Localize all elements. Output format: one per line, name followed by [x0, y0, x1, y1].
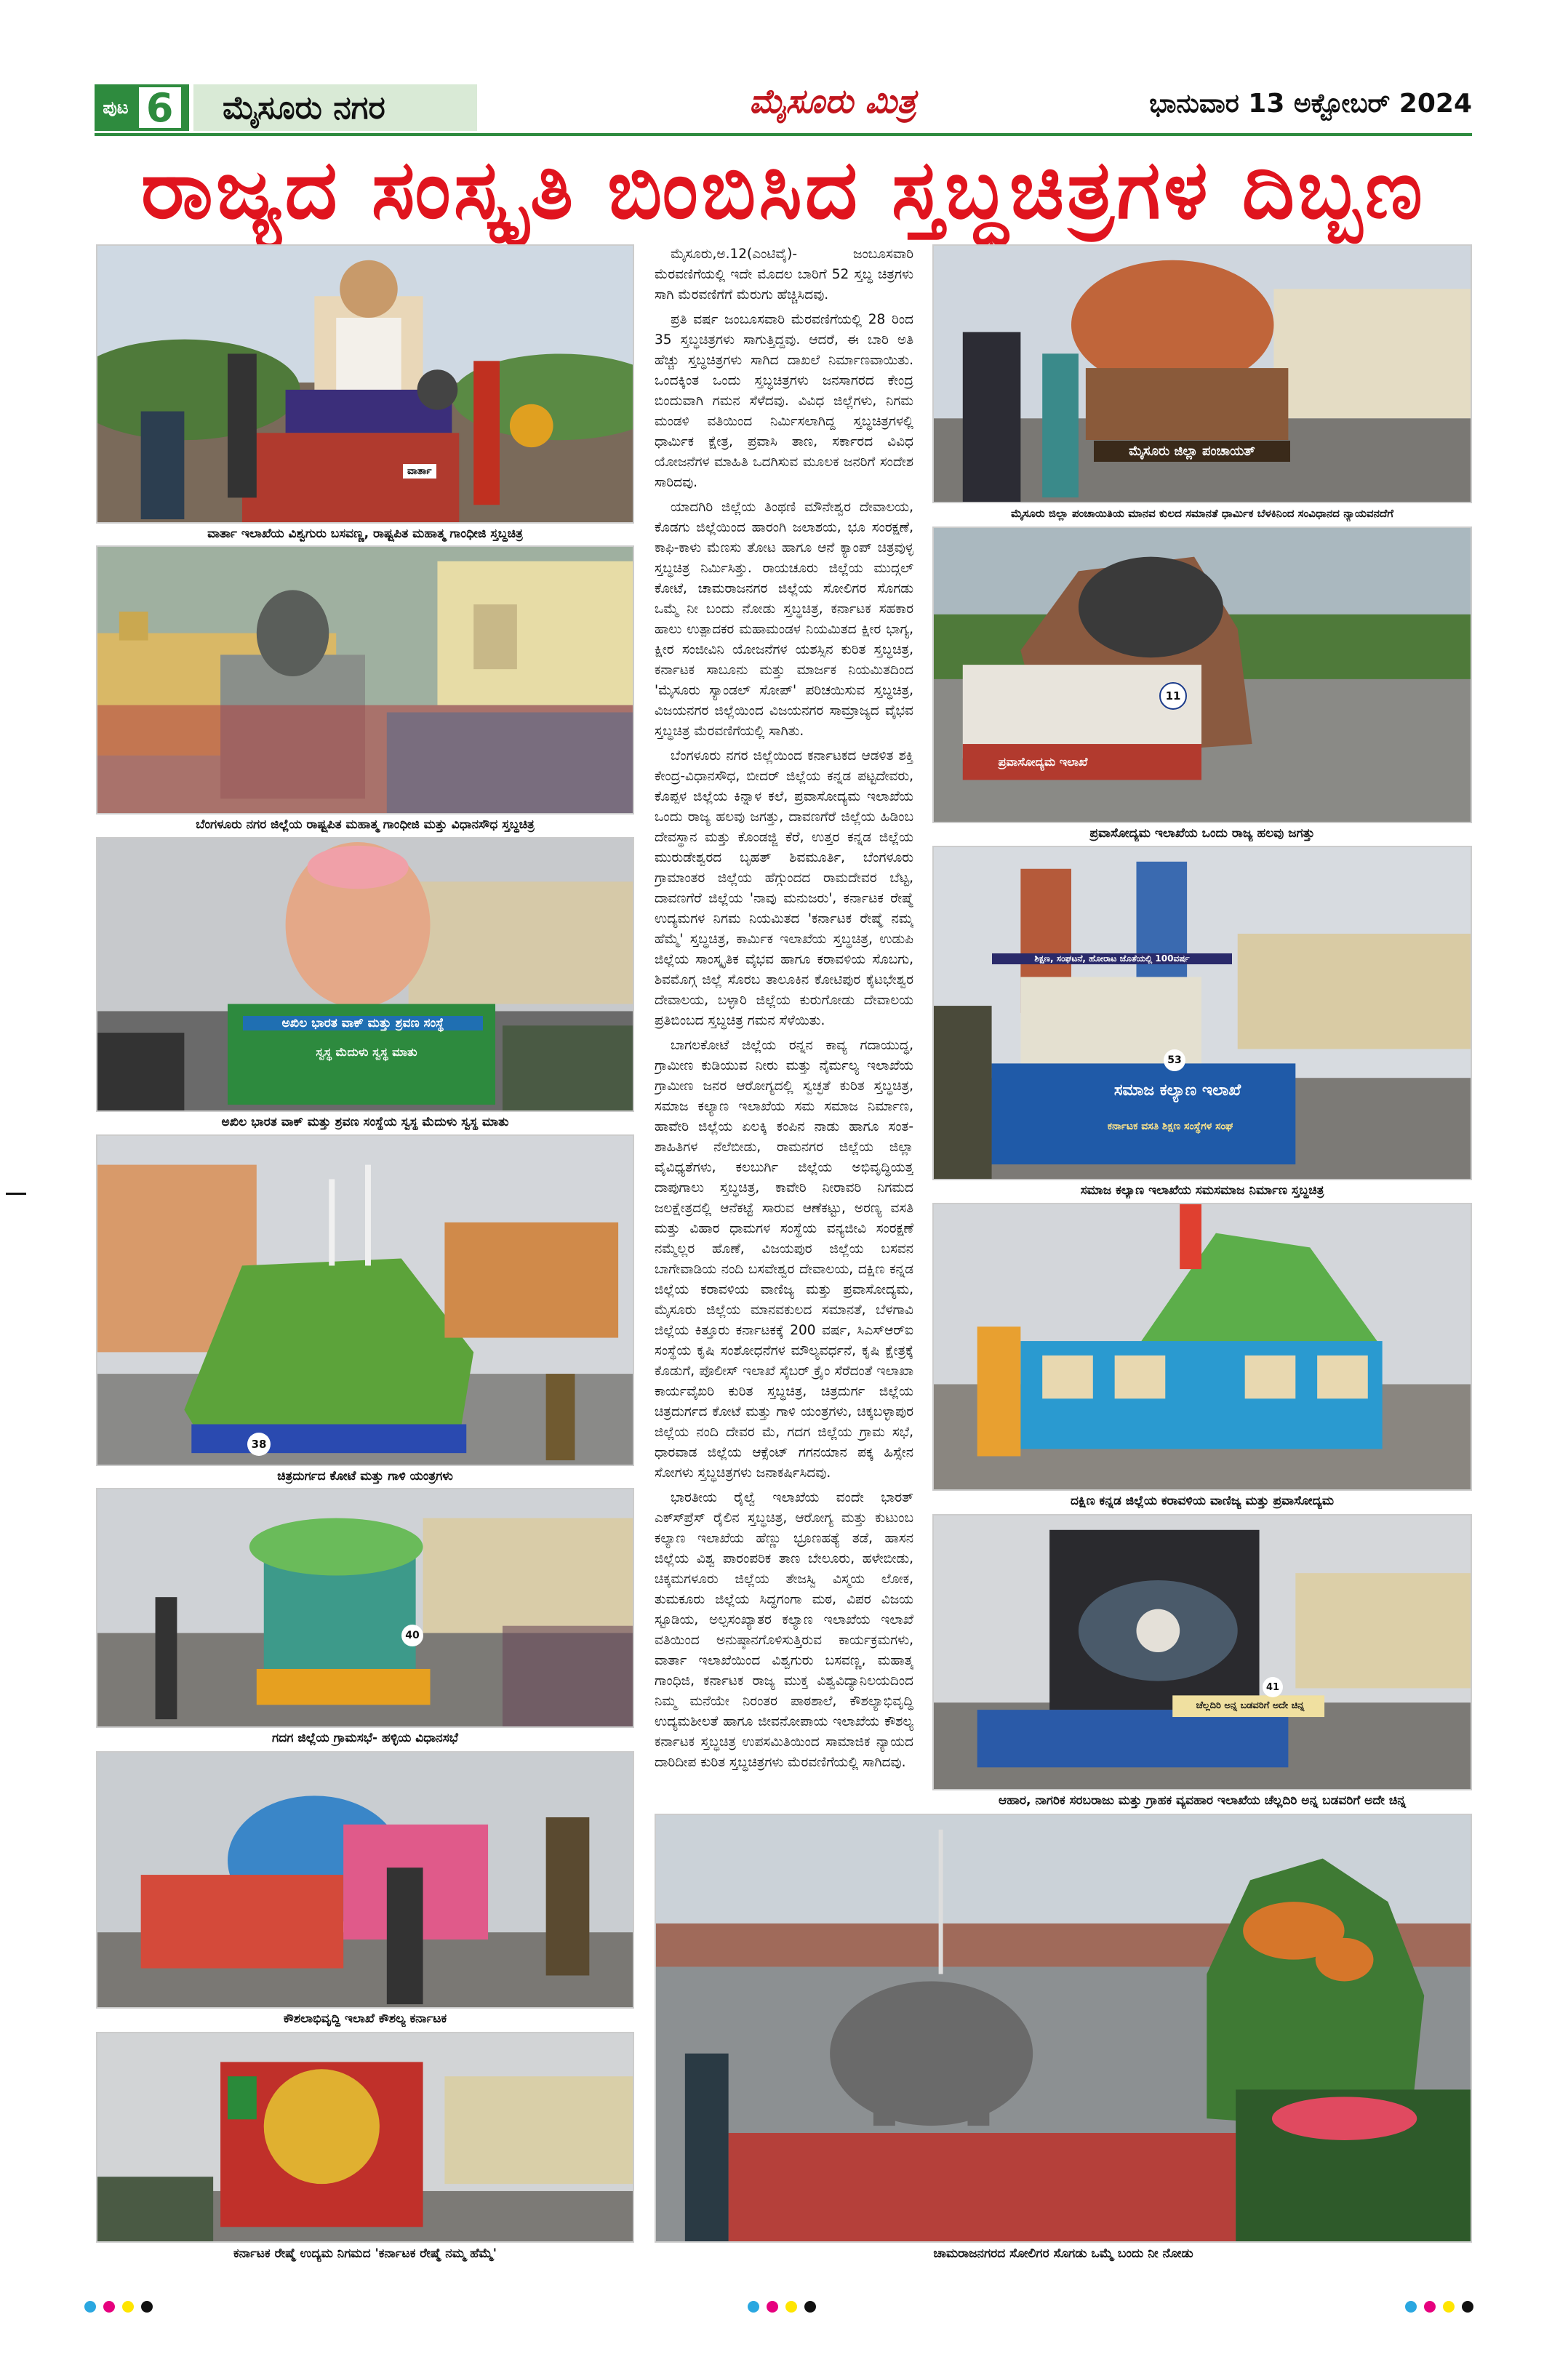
article-paragraph: ಮೈಸೂರು,ಅ.12(ಎಂಟಿವೈ)- ಜಂಬೂಸವಾರಿ ಮೆರವಣಿಗೆಯಲ್ಲಿ ಇದೇ ಮೊದಲ ಬಾರಿಗೆ 52 ಸ್ತಬ್ಧ ಚಿತ್ರಗಳು ಸಾಗಿ ಮೆರವಣಿಗೆಗೆ ಮೆರುಗು ಹೆಚ್ಚಿಸಿದವು.: [655, 247, 913, 303]
header-rule: [95, 133, 1472, 136]
page-number: 6: [139, 87, 181, 128]
article-paragraph: ಬಾಗಲಕೋಟೆ ಜಿಲ್ಲೆಯ ರನ್ನನ ಕಾವ್ಯ ಗದಾಯುದ್ಧ, ಗ್ರಾಮೀಣ ಕುಡಿಯುವ ನೀರು ಮತ್ತು ನೈರ್ಮಲ್ಯ ಇಲಾಖೆಯ ಗ್ರಾಮೀಣ ಜನರ ಆರೋಗ್ಯದಲ್ಲಿ ಸ್ವಚ್ಛತೆ ಕುರಿತ ಸ್ತಬ್ಧಚಿತ್ರ, ಸಮಾಜ ಕಲ್ಯಾಣ ಇಲಾಖೆಯ ಸಮ ಸಮಾಜ ನಿರ್ಮಾಣ, ಹಾವೇರಿ ಜಿಲ್ಲೆಯ ಏಲಕ್ಕಿ ಕಂಪಿನ ನಾಡು ಹಾಗೂ ಸಂತ-ಶಾಹಿತಿಗಳ ನೆಲೆಬೀಡು, ರಾಮನಗರ ಜಿಲ್ಲೆಯ ಜಿಲ್ಲಾ ವೈವಿಧ್ಯತೆಗಳು, ಕಲಬುರ್ಗಿ ಜಿಲ್ಲೆಯ ಅಭಿವೃದ್ಧಿಯತ್ತ ದಾಪುಗಾಲು ಸ್ತಬ್ಧಚಿತ್ರ, ಕಾವೇರಿ ನೀರಾವರಿ ನಿಗಮದ ಜಲಕ್ಷೇತ್ರದಲ್ಲಿ ಆನೆಕಟ್ಟೆ ಸಾರುವ ಆಣೆಕಟ್ಟು, ಅರಣ್ಯ ವಸತಿ ಮತ್ತು ವಿಹಾರ ಧಾಮಗಳ ಸಂಸ್ಥೆಯ ವನ್ಯಜೀವಿ ಸಂರಕ್ಷಣೆ ನಮ್ಮೆಲ್ಲರ ಹೊಣೆ, ವಿಜಯಪುರ ಜಿಲ್ಲೆಯ ಬಸವನ ಬಾಗೇವಾಡಿಯ ನಂದಿ ಬಸವೇಶ್ವರ ದೇವಾಲಯ, ದಕ್ಷಿಣ ಕನ್ನಡ ಜಿಲ್ಲೆಯ ಕರಾವಳಿಯ ವಾಣಿಜ್ಯ ಮತ್ತು ಪ್ರವಾಸೋದ್ಯಮ, ಮೈಸೂರು ಜಿಲ್ಲೆಯ ಮಾನವಕುಲದ ಸಮಾನತೆ, ಬೆಳಗಾವಿ ಜಿಲ್ಲೆಯ ಕಿತ್ತೂರು ಕರ್ನಾಟಕಕ್ಕೆ 200 ವರ್ಷ, ಸಿಎಸ್‍ಆರ್‍ಐ ಸಂಸ್ಥೆಯ ಕೃಷಿ ಸಂಶೋಧನೆಗಳ ಮೌಲ್ಯವರ್ಧನೆ, ಕೃಷಿ ಕ್ಷೇತ್ರಕ್ಕೆ ಕೊಡುಗೆ, ಪೊಲೀಸ್ ಇಲಾಖೆ ಸೈಬರ್ ಕ್ರೈಂ ಸೆರೆದಂತೆ ಇಲಾಖಾ ಕಾರ್ಯವೈಖರಿ ಕುರಿತ ಸ್ತಬ್ಧಚಿತ್ರ, ಚಿತ್ರದುರ್ಗ ಜಿಲ್ಲೆಯ ಚಿತ್ರದುರ್ಗದ ಕೋಟೆ ಮತ್ತು ಗಾಳಿ ಯಂತ್ರಗಳು, ಚಿಕ್ಕಬಳ್ಳಾಪುರ ಜಿಲ್ಲೆಯ ನಂದಿ ದೇವರ ಮೆ, ಗದಗ ಜಿಲ್ಲೆಯ ಗ್ರಾಮ ಸಭೆ, ಧಾರವಾಡ ಜಿಲ್ಲೆಯ ಆಕ್ಸೆಂಟ್ ಗಗನಯಾನ ಪಕ್ಕ ಹಿಸ್ಸೇನ ಸೋಗಳು ಸ್ತಬ್ಧಚಿತ್ರಗಳು ಜನಾಕರ್ಷಿಸಿದವು.: [655, 1038, 913, 1481]
float-number-tourism: 11: [1159, 682, 1187, 710]
caption-9: ಪ್ರವಾಸೋದ್ಯಮ ಇಲಾಖೆಯ ಒಂದು ರಾಜ್ಯ ಹಲವು ಜಗತ್ತು: [1089, 826, 1315, 841]
float-number-social: 53: [1164, 1049, 1185, 1071]
caption-7: ಕರ್ನಾಟಕ ರೇಷ್ಮೆ ಉದ್ಯಮ ನಿಗಮದ 'ಕರ್ನಾಟಕ ರೇಷ್ಮೆ ನಮ್ಮ ಹೆಮ್ಮೆ': [233, 2246, 497, 2261]
float-sign-food: ಚೆಲ್ಲದಿರಿ ಅನ್ನ ಬಡವರಿಗೆ ಅದೇ ಚಿನ್ನ: [1196, 1700, 1305, 1711]
caption-4: ಚಿತ್ರದುರ್ಗದ ಕೋಟೆ ಮತ್ತು ಗಾಳಿ ಯಂತ್ರಗಳು: [277, 1469, 453, 1484]
registration-dot: [122, 2301, 134, 2313]
photo-vidhana-soudha-float: [96, 545, 634, 814]
caption-2: ಬೆಂಗಳೂರು ನಗರ ಜಿಲ್ಲೆಯ ರಾಷ್ಟ್ರಪಿತ ಮಹಾತ್ಮ ಗಾಂಧೀಜಿ ಮತ್ತು ವಿಧಾನಸೌಧ ಸ್ತಬ್ಧಚಿತ್ರ: [196, 817, 535, 832]
registration-dot: [141, 2301, 153, 2313]
photo-dakshina-kannada-float: [932, 1203, 1472, 1491]
float-sign-speech-sub: ಸ್ವಸ್ಥ ಮೆದುಳು ಸ್ವಸ್ಥ ಮಾತು: [316, 1045, 417, 1059]
photo-speech-hearing-float: [96, 837, 634, 1112]
float-number-food: 41: [1263, 1677, 1283, 1697]
photo-silk-float: [96, 2032, 634, 2243]
photo-gadag-gramasabha-float: [96, 1488, 634, 1728]
registration-dot: [748, 2301, 759, 2313]
float-number-gram: 40: [401, 1625, 423, 1646]
page-label: ಪುಟ: [103, 97, 129, 118]
caption-10: ಸಮಾಜ ಕಲ್ಯಾಣ ಇಲಾಖೆಯ ಸಮಸಮಾಜ ನಿರ್ಮಾಣ ಸ್ತಬ್ಧಚಿತ್ರ: [1080, 1183, 1324, 1198]
caption-13: ಚಾಮರಾಜನಗರದ ಸೋಲಿಗರ ಸೊಗಡು ಒಮ್ಮೆ ಬಂದು ನೀ ನೋಡು: [933, 2246, 1193, 2261]
float-sign-social: ಸಮಾಜ ಕಲ್ಯಾಣ ಇಲಾಖೆ: [1113, 1081, 1241, 1100]
article-paragraph: ಭಾರತೀಯ ರೈಲ್ವೆ ಇಲಾಖೆಯ ವಂದೇ ಭಾರತ್ ಎಕ್ಸ್‍ಪ್ರೆಸ್ ರೈಲಿನ ಸ್ತಬ್ಧಚಿತ್ರ, ಆರೋಗ್ಯ ಮತ್ತು ಕುಟುಂಬ ಕಲ್ಯಾಣ ಇಲಾಖೆಯ ಹೆಣ್ಣು ಭ್ರೂಣಹತ್ಯೆ ತಡೆ, ಹಾಸನ ಜಿಲ್ಲೆಯ ವಿಶ್ವ ಪಾರಂಪರಿಕ ತಾಣ ಬೇಲೂರು, ಹಳೇಬೀಡು, ಚಿಕ್ಕಮಗಳೂರು ಜಿಲ್ಲೆಯ ತೇಜಸ್ವಿ ವಿಸ್ಮಯ ಲೋಕ, ತುಮಕೂರು ಜಿಲ್ಲೆಯ ಸಿದ್ಧಗಂಗಾ ಮಠ, ವಿಪರ ವಿಜಯ ಸ್ಟೂಡಿಯ, ಅಲ್ಪಸಂಖ್ಯಾತರ ಕಲ್ಯಾಣ ಇಲಾಖೆಯ ಇಲಾಖೆ ವತಿಯಿಂದ ಅನುಷ್ಠಾನಗೊಳಿಸುತ್ತಿರುವ ಕಾರ್ಯಕ್ರಮಗಳು, ವಾರ್ತಾ ಇಲಾಖೆಯಿಂದ ವಿಶ್ವಗುರು ಬಸವಣ್ಣ, ಮಹಾತ್ಮ ಗಾಂಧಿಜಿ, ಕರ್ನಾಟಕ ರಾಜ್ಯ ಮುಕ್ತ ವಿಶ್ವವಿದ್ಯಾನಿಲಯದಿಂದ ನಿಮ್ಮ ಮನೆಯೇ ನಿರಂತರ ಪಾಠಶಾಲೆ, ಕೌಶಲ್ಯಾಭಿವೃದ್ಧಿ ಉದ್ಯಮಶೀಲತೆ ಹಾಗೂ ಜೀವನೋಪಾಯ ಇಲಾಖೆಯ ಕೌಶಲ್ಯ ಕರ್ನಾಟಕ ಸ್ತಬ್ಧಚಿತ್ರ ಉಪಸಮಿತಿಯಿಂದ ಸಾಮಾಜಿಕ ನ್ಯಾಯದ ದಾರಿದೀಪ ಕುರಿತ ಸ್ತಬ್ಧಚಿತ್ರಗಳು ಮೆರವಣಿಗೆಯಲ್ಲಿ ಸಾಗಿದವು.: [655, 1490, 913, 1770]
caption-5: ಗದಗ ಜಿಲ್ಲೆಯ ಗ್ರಾಮಸಭೆ- ಹಳ್ಳಿಯ ವಿಧಾನಸಭೆ: [272, 1731, 458, 1745]
article-body: [655, 244, 913, 1990]
caption-12: ಆಹಾರ, ನಾಗರಿಕ ಸರಬರಾಜು ಮತ್ತು ಗ್ರಾಹಕ ವ್ಯವಹಾರ ಇಲಾಖೆಯ ಚೆಲ್ಲದಿರಿ ಅನ್ನ ಬಡವರಿಗೆ ಅದೇ ಚಿನ್ನ: [998, 1793, 1407, 1808]
photo-soliga-float: [655, 1814, 1472, 2243]
registration-dot: [84, 2301, 96, 2313]
float-label-varta: ವಾರ್ತಾ: [403, 464, 436, 479]
photo-basavanna-gandhi-float: [96, 244, 634, 524]
float-sign-social-sub: ಕರ್ನಾಟಕ ವಸತಿ ಶಿಕ್ಷಣ ಸಂಸ್ಥೆಗಳ ಸಂಘ: [1107, 1121, 1233, 1132]
caption-1: ವಾರ್ತಾ ಇಲಾಖೆಯ ವಿಶ್ವಗುರು ಬಸವಣ್ಣ, ರಾಷ್ಟ್ರಪಿತ ಮಹಾತ್ಮ ಗಾಂಧೀಜಿ ಸ್ತಬ್ಧಚಿತ್ರ: [207, 527, 523, 541]
registration-dot: [103, 2301, 115, 2313]
registration-dot: [785, 2301, 797, 2313]
registration-dot: [1443, 2301, 1455, 2313]
float-sign-tourism: ಪ್ರವಾಸೋದ್ಯಮ ಇಲಾಖೆ: [998, 755, 1088, 769]
registration-dot: [1424, 2301, 1436, 2313]
registration-dot: [767, 2301, 778, 2313]
article-paragraph: ಯಾದಗಿರಿ ಜಿಲ್ಲೆಯ ತಿಂಥಣಿ ಮೌನೇಶ್ವರ ದೇವಾಲಯ, ಕೊಡಗು ಜಿಲ್ಲೆಯಿಂದ ಹಾರಂಗಿ ಜಲಾಶಯ, ಭೂ ಸಂರಕ್ಷಣೆ, ಕಾಫಿ-ಕಾಳು ಮೆಣಸು ತೋಟ ಹಾಗೂ ಆನೆ ಕ್ಯಾಂಪ್ ಚಿತ್ರವುಳ್ಳ ಸ್ತಬ್ಧಚಿತ್ರ ನಿರ್ಮಿಸಿತ್ತು. ರಾಯಚೂರು ಜಿಲ್ಲೆಯ ಮುದ್ಗಲ್ ಕೋಟೆ, ಚಾಮರಾಜನಗರ ಜಿಲ್ಲೆಯ ಸೋಲಿಗರ ಸೊಗಡು ಒಮ್ಮೆ ನೀ ಬಂದು ನೋಡು ಸ್ತಬ್ಧಚಿತ್ರ, ಕರ್ನಾಟಕ ಸಹಕಾರ ಹಾಲು ಉತ್ಪಾದಕರ ಮಹಾಮಂಡಳ ನಿಯಮಿತದ ಕ್ಷೀರ ಭಾಗ್ಯ, ಕ್ಷೀರ ಸಂಜೀವಿನಿ ಯೋಜನೆಗಳ ಯಶಸ್ಸಿನ ಕುರಿತ ಸ್ತಬ್ಧಚಿತ್ರ, ಕರ್ನಾಟಕ ಸಾಬೂನು ಮತ್ತು ಮಾರ್ಜಕ ನಿಯಮಿತದಿಂದ 'ಮೈಸೂರು ಸ್ಯಾಂಡಲ್ ಸೋಪ್' ಪರಿಚಯಿಸುವ ಸ್ತಬ್ಧಚಿತ್ರ, ವಿಜಯನಗರ ಜಿಲ್ಲೆಯಿಂದ ವಿಜಯನಗರ ಸಾಮ್ರಾಜ್ಯದ ವೈಭವ ಸ್ತಬ್ಧಚಿತ್ರ ಮೆರವಣಿಗೆಯಲ್ಲಿ ಸಾಗಿತು.: [655, 500, 913, 739]
registration-marks-left: [84, 2301, 153, 2313]
section-name: ಮೈಸೂರು ನಗರ: [193, 84, 477, 131]
page-number-tab: [95, 84, 189, 131]
caption-11: ದಕ್ಷಿಣ ಕನ್ನಡ ಜಿಲ್ಲೆಯ ಕರಾವಳಿಯ ವಾಣಿಜ್ಯ ಮತ್ತು ಪ್ರವಾಸೋದ್ಯಮ: [1071, 1494, 1334, 1508]
headline: ರಾಜ್ಯದ ಸಂಸ್ಕೃತಿ ಬಿಂಬಿಸಿದ ಸ್ತಬ್ಧಚಿತ್ರಗಳ ದಿಬ್ಬಣ: [140, 143, 1426, 237]
photo-tourism-float: [932, 527, 1472, 823]
float-sign-zp: ಮೈಸೂರು ಜಿಲ್ಲಾ ಪಂಚಾಯತ್: [1094, 441, 1290, 462]
photo-food-dept-float: [932, 1514, 1472, 1790]
fold-mark: [6, 1193, 26, 1195]
photo-chitradurga-float: [96, 1134, 634, 1466]
caption-8: ಮೈಸೂರು ಜಿಲ್ಲಾ ಪಂಚಾಯಿತಿಯ ಮಾನವ ಕುಲದ ಸಮಾನತೆ ಧಾರ್ಮಿಕ ಬೆಳಕಿನಿಂದ ಸಂವಿಧಾನದ ನ್ಯಾಯವನದೆಗೆ: [1011, 507, 1393, 520]
registration-marks-right: [1405, 2301, 1473, 2313]
registration-dot: [1462, 2301, 1473, 2313]
float-sign-speech: ಅಖಿಲ ಭಾರತ ವಾಕ್ ಮತ್ತು ಶ್ರವಣ ಸಂಸ್ಥೆ: [243, 1016, 483, 1030]
caption-6: ಕೌಶಲಾಭಿವೃದ್ಧಿ ಇಲಾಖೆ ಕೌಶಲ್ಯ ಕರ್ನಾಟಕ: [283, 2011, 447, 2026]
masthead-logo: ಮೈಸೂರು ಮಿತ್ರ: [749, 81, 916, 121]
dateline: ಭಾನುವಾರ 13 ಅಕ್ಟೋಬರ್ 2024: [1149, 89, 1472, 119]
float-sign-social-top: ಶಿಕ್ಷಣ, ಸಂಘಟನೆ, ಹೋರಾಟ ಜೊತೆಯಲ್ಲಿ 100ವರ್ಷ: [992, 953, 1232, 964]
article-paragraph: ಪ್ರತಿ ವರ್ಷ ಜಂಬೂಸವಾರಿ ಮೆರವಣಿಗೆಯಲ್ಲಿ 28 ರಿಂದ 35 ಸ್ತಬ್ಧಚಿತ್ರಗಳು ಸಾಗುತ್ತಿದ್ದವು. ಆದರೆ, ಈ ಬಾರಿ ಅತಿ ಹೆಚ್ಚು ಸ್ತಬ್ಧಚಿತ್ರಗಳು ಸಾಗಿದ ದಾಖಲೆ ನಿರ್ಮಾಣವಾಯಿತು. ಒಂದಕ್ಕಿಂತ ಒಂದು ಸ್ತಬ್ಧಚಿತ್ರಗಳು ಜನಸಾಗರದ ಕೇಂದ್ರ ಬಿಂದುವಾಗಿ ಗಮನ ಸೆಳೆದವು. ವಿವಿಧ ಜಿಲ್ಲೆಗಳು, ನಿಗಮ ಮಂಡಳಿ ವತಿಯಿಂದ ನಿರ್ಮಿಸಲಾಗಿದ್ದ ಸ್ತಬ್ಧಚಿತ್ರಗಳಲ್ಲಿ ಧಾರ್ಮಿಕ ಕ್ಷೇತ್ರ, ಪ್ರವಾಸಿ ತಾಣ, ಸರ್ಕಾರದ ವಿವಿಧ ಯೋಜನೆಗಳ ಮಾಹಿತಿ ಒದಗಿಸುವ ಮೂಲಕ ಜನರಿಗೆ ಸಂದೇಶ ಸಾರಿದವು.: [655, 312, 913, 490]
registration-marks-center: [748, 2301, 816, 2313]
registration-dot: [1405, 2301, 1417, 2313]
caption-3: ಅಖಿಲ ಭಾರತ ವಾಕ್ ಮತ್ತು ಶ್ರವಣ ಸಂಸ್ಥೆಯ ಸ್ವಸ್ಥ ಮೆದುಳು ಸ್ವಸ್ಥ ಮಾತು: [221, 1115, 509, 1129]
photo-mysuru-zp-float: [932, 244, 1472, 503]
article-paragraph: ಬೆಂಗಳೂರು ನಗರ ಜಿಲ್ಲೆಯಿಂದ ಕರ್ನಾಟಕದ ಆಡಳಿತ ಶಕ್ತಿ ಕೇಂದ್ರ-ವಿಧಾನಸೌಧ, ಬೀದರ್ ಜಿಲ್ಲೆಯ ಕನ್ನಡ ಪಟ್ಟದೇವರು, ಕೊಪ್ಪಳ ಜಿಲ್ಲೆಯ ಕಿನ್ನಾಳ ಕಲೆ, ಪ್ರವಾಸೋದ್ಯಮ ಇಲಾಖೆಯ ಒಂದು ರಾಜ್ಯ ಹಲವು ಜಗತ್ತು, ದಾವಣಗೆರೆ ಜಿಲ್ಲೆಯ ಹಿಡಿಂಬ ದೇವಸ್ಥಾನ ಮತ್ತು ಕೊಂಡಜ್ಜಿ ಕೆರೆ, ಉತ್ತರ ಕನ್ನಡ ಜಿಲ್ಲೆಯ ಮುರುಡೇಶ್ವರದ ಬೃಹತ್ ಶಿವಮೂರ್ತಿ, ಬೆಂಗಳೂರು ಗ್ರಾಮಾಂತರ ಜಿಲ್ಲೆಯ ಹೆಗ್ಗುಂದದ ರಾಮದೇವರ ಬೆಟ್ಟ, ದಾವಣಗೆರೆ ಜಿಲ್ಲೆಯ 'ನಾವು ಮನುಜರು', ಕರ್ನಾಟಕ ರೇಷ್ಮೆ ಉದ್ಯಮಗಳ ನಿಗಮ ನಿಯಮಿತದ 'ಕರ್ನಾಟಕ ರೇಷ್ಮೆ ನಮ್ಮ ಹೆಮ್ಮೆ' ಸ್ತಬ್ಧಚಿತ್ರ, ಕಾರ್ಮಿಕ ಇಲಾಖೆಯ ಸ್ತಬ್ಧಚಿತ್ರ, ಉಡುಪಿ ಜಿಲ್ಲೆಯ ಸಾಂಸ್ಕೃತಿಕ ವೈಭವ ಹಾಗೂ ಕರಾವಳಿಯ ಸೊಬಗು, ಶಿವಮೊಗ್ಗ ಜಿಲ್ಲೆ ಸೊರಬ ತಾಲೂಕಿನ ಕೋಟಿಪುರ ಕೈಟಭೇಶ್ವರ ದೇವಾಲಯ, ಬಳ್ಳಾರಿ ಜಿಲ್ಲೆಯ ಕುರುಗೋಡು ದೇವಾಲಯ ಪ್ರತಿಬಿಂಬದ ಸ್ತಬ್ಧಚಿತ್ರ ಗಮನ ಸೆಳೆಯಿತು.: [655, 748, 913, 1028]
photo-social-welfare-float: [932, 846, 1472, 1180]
photo-skill-karnataka-float: [96, 1751, 634, 2009]
float-number-durga: 38: [247, 1433, 271, 1456]
registration-dot: [804, 2301, 816, 2313]
